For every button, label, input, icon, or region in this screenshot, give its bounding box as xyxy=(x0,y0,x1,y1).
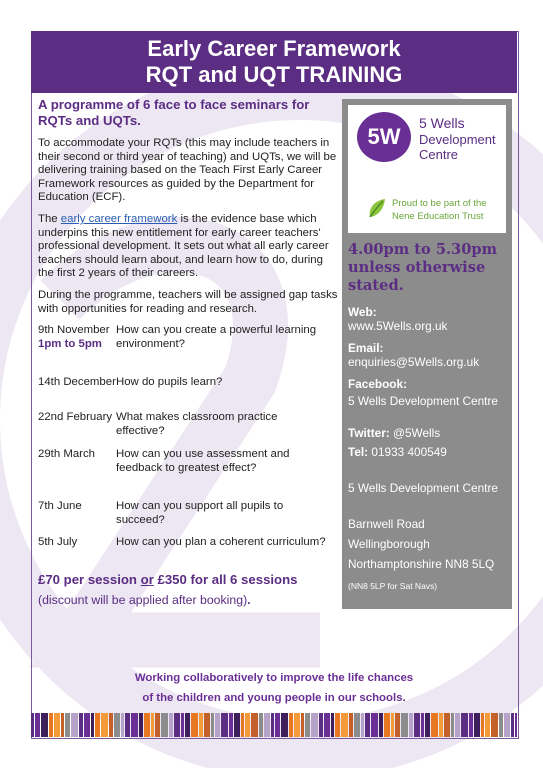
intro-heading: A programme of 6 face to face seminars for RQTs and UQTs. xyxy=(38,97,310,128)
twitter-line: Twitter: @5Wells xyxy=(348,426,441,440)
stripe xyxy=(331,713,334,737)
session-topic: How can you support all pupils to succeed? xyxy=(116,500,284,526)
stripe xyxy=(79,713,83,737)
stripe xyxy=(191,713,198,737)
stripe xyxy=(114,713,120,737)
stripe xyxy=(161,713,168,737)
stripe xyxy=(49,713,53,737)
stripe xyxy=(65,713,70,737)
p2-suffix: is the evidence base which underpins this new entitlement for early career teachers' professional development. It sets out what all early career teachers should learn about, and learn how to do, during the first 2 years of their careers. xyxy=(38,212,329,280)
stripe xyxy=(199,713,203,737)
ecf-link[interactable]: early career framework xyxy=(60,212,178,225)
stripe xyxy=(221,713,228,737)
title-line-1: Early Career Framework xyxy=(147,36,401,61)
stripe xyxy=(439,713,443,737)
stripe xyxy=(469,713,473,737)
trust-line-2: Nene Education Trust xyxy=(392,211,484,222)
stripe xyxy=(395,713,400,737)
stripe xyxy=(211,713,214,737)
stripe xyxy=(95,713,100,737)
address-line-4: Northamptonshire NN8 5LQ xyxy=(348,557,495,571)
stripe xyxy=(41,713,48,737)
session-date: 14th December xyxy=(38,376,116,388)
twitter-handle[interactable]: @5Wells xyxy=(389,426,441,440)
session-date: 5th July xyxy=(38,536,78,548)
stripe xyxy=(241,713,244,737)
stripe xyxy=(485,713,490,737)
stripe xyxy=(121,713,124,737)
intro-paragraph-3: During the programme, teachers will be assigned gap tasks with opportunities for reading and research. xyxy=(38,288,338,315)
title-line-2: RQT and UQT TRAINING xyxy=(145,62,403,87)
stripe xyxy=(301,713,304,737)
session-topic: How do pupils learn? xyxy=(116,376,223,388)
stripe xyxy=(84,713,90,737)
stripe xyxy=(365,713,370,737)
stripe xyxy=(35,713,40,737)
stripe xyxy=(491,713,498,737)
stripe xyxy=(101,713,108,737)
stripe xyxy=(144,713,150,737)
stripe xyxy=(234,713,240,737)
contact-sidebar xyxy=(342,99,512,609)
stripe xyxy=(131,713,138,737)
stripe xyxy=(349,713,353,737)
stripe xyxy=(431,713,438,737)
stripe xyxy=(409,713,413,737)
stripe xyxy=(481,713,484,737)
intro-paragraph-2 xyxy=(38,213,338,281)
stripe xyxy=(91,713,94,737)
stripe xyxy=(335,713,340,737)
stripe xyxy=(275,713,280,737)
stripe xyxy=(289,713,293,737)
stripe xyxy=(181,713,184,737)
stripe xyxy=(499,713,503,737)
discount-note: (discount will be applied after booking). xyxy=(38,593,251,607)
session-topic: How can you use assessment and feedback to greatest effect? xyxy=(116,448,290,474)
address-line-3: Wellingborough xyxy=(348,537,430,551)
stripe xyxy=(425,713,430,737)
brand-line-1: 5 Wells xyxy=(419,115,465,131)
stripe xyxy=(379,713,383,737)
web-label: Web: xyxy=(348,305,377,319)
web-link[interactable]: www.5Wells.org.uk xyxy=(348,319,448,333)
stripe xyxy=(185,713,190,737)
stripe xyxy=(259,713,263,737)
pricing xyxy=(38,572,348,608)
stripe xyxy=(511,713,514,737)
stripe xyxy=(444,713,450,737)
stripe xyxy=(455,713,460,737)
stripe xyxy=(271,713,274,737)
stripe xyxy=(391,713,394,737)
nene-trust-leaf-icon xyxy=(366,197,388,221)
stripe xyxy=(504,713,510,737)
stripe xyxy=(155,713,160,737)
stripe xyxy=(401,713,408,737)
stripe xyxy=(324,713,330,737)
price-line: £70 per session or £350 for all 6 sessions xyxy=(38,572,298,587)
session-date: 7th June xyxy=(38,500,82,512)
intro-paragraph-1: To accommodate your RQTs (this may include teachers in their second or third year of teaching) and UQTs, we will be delivering training based on the Teach First Early Career Framework resources as guided by the Department for Education (ECF). xyxy=(38,137,337,204)
address-line-2: Barnwell Road xyxy=(348,517,425,531)
stripe xyxy=(174,713,180,737)
facebook-link[interactable]: 5 Wells Development Centre xyxy=(348,394,498,408)
stripe xyxy=(31,713,34,737)
5w-logo: 5W xyxy=(357,112,411,162)
stripe xyxy=(264,713,270,737)
p2-prefix: The xyxy=(38,212,61,225)
session-date: 29th March xyxy=(38,448,95,460)
stripe xyxy=(414,713,420,737)
session-times: 4.00pm to 5.30pm unless otherwise stated. xyxy=(348,241,498,294)
stripe xyxy=(294,713,300,737)
title-banner xyxy=(31,31,517,93)
stripe xyxy=(229,713,233,737)
session-topic: What makes classroom practice effective? xyxy=(116,411,278,437)
session-date: 9th November 1pm to 5pm xyxy=(38,324,118,351)
stripe xyxy=(215,713,220,737)
tagline-line-2: of the children and young people in our schools. xyxy=(142,692,406,704)
stripe xyxy=(311,713,318,737)
trust-line-1: Proud to be part of the xyxy=(392,198,487,209)
stripe xyxy=(151,713,154,737)
stripe xyxy=(61,713,64,737)
price-or: or xyxy=(140,572,154,587)
email-label: Email: xyxy=(348,341,384,355)
stripe xyxy=(474,713,480,737)
stripe xyxy=(109,713,113,737)
stripe xyxy=(371,713,378,737)
session-time: 1pm to 5pm xyxy=(38,337,102,350)
tel-number[interactable]: 01933 400549 xyxy=(368,445,447,459)
stripe xyxy=(384,713,390,737)
stripe xyxy=(204,713,210,737)
address-line-1: 5 Wells Development Centre xyxy=(348,481,498,495)
logo-panel xyxy=(348,105,506,233)
stripe xyxy=(421,713,424,737)
stripe xyxy=(305,713,310,737)
stripe xyxy=(169,713,173,737)
stripe xyxy=(319,713,323,737)
brand-line-3: Centre xyxy=(419,147,459,162)
stripe xyxy=(251,713,258,737)
intro-section xyxy=(38,97,338,324)
stripe xyxy=(54,713,60,737)
stripe xyxy=(341,713,348,737)
session-date: 22nd February xyxy=(38,411,113,423)
address-satnav-note: (NN8 5LP for Sat Navs) xyxy=(348,581,438,591)
facebook-label: Facebook: xyxy=(348,377,407,391)
decorative-stripe-bar xyxy=(31,713,517,737)
stripe xyxy=(245,713,250,737)
stripe xyxy=(461,713,468,737)
tagline-line-1: Working collaboratively to improve the life chances xyxy=(134,672,414,684)
stripe xyxy=(361,713,364,737)
session-topic: How can you create a powerful learning environment? xyxy=(116,324,317,350)
email-link[interactable]: enquiries@5Wells.org.uk xyxy=(348,355,480,369)
session-topic: How can you plan a coherent curriculum? xyxy=(116,536,326,548)
brand-line-2: Development xyxy=(419,132,496,147)
stripe xyxy=(281,713,288,737)
tel-line: Tel: 01933 400549 xyxy=(348,445,447,459)
stripe xyxy=(125,713,130,737)
stripe xyxy=(354,713,360,737)
footer-tagline xyxy=(31,668,517,708)
stripe xyxy=(451,713,454,737)
stripe xyxy=(515,713,517,737)
stripe xyxy=(139,713,143,737)
stripe xyxy=(71,713,78,737)
